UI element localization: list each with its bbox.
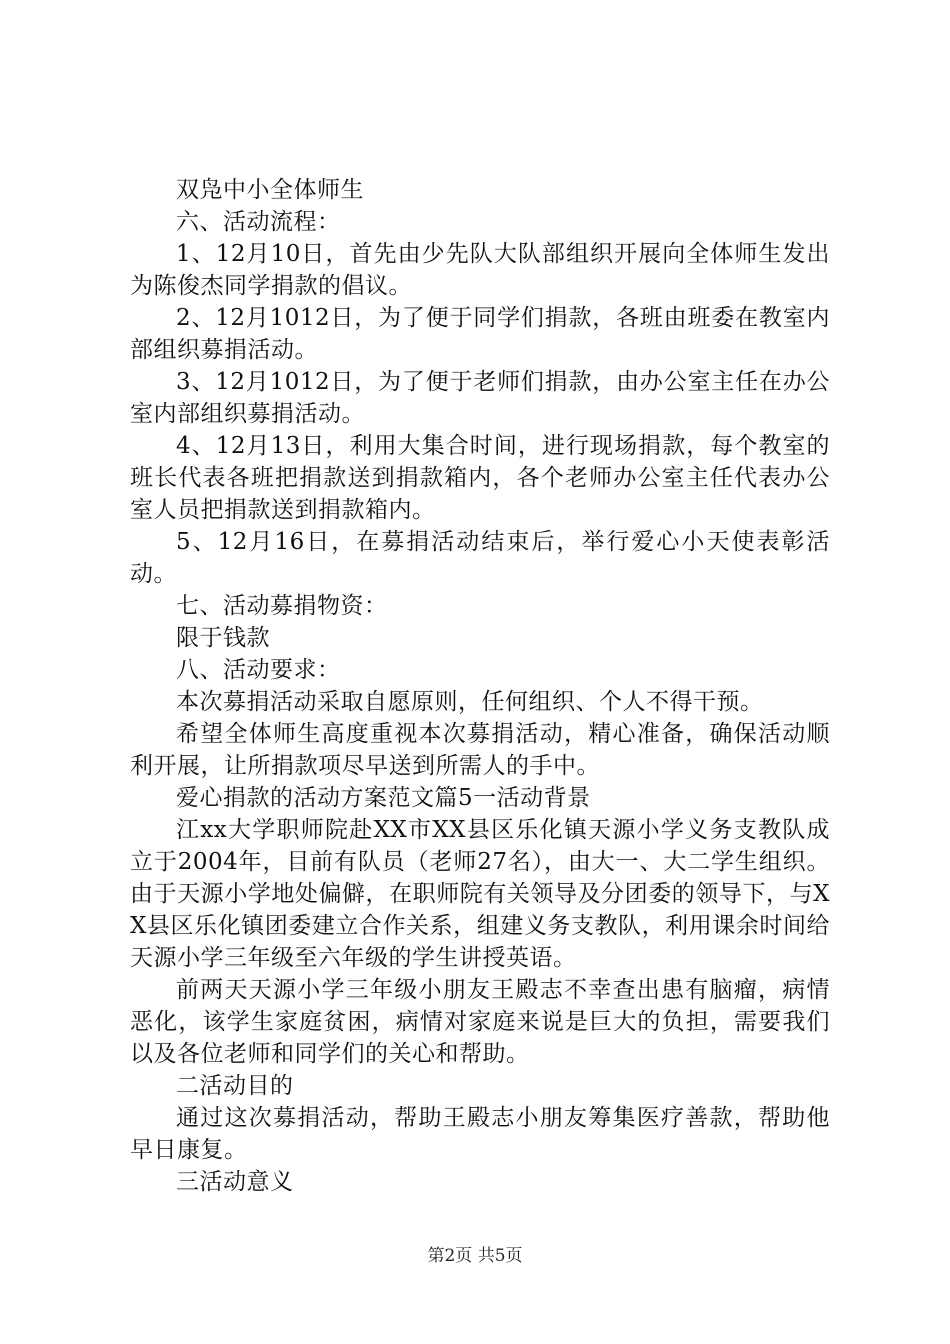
heading-sample-5-background: 爱心捐款的活动方案范文篇5一活动背景 (176, 785, 591, 811)
document-body (130, 174, 830, 1198)
paragraph-step-2: 2、12月1012日，为了便于同学们捐款，各班由班委在教室内部组织募捐活动。 (130, 305, 830, 363)
paragraph-hope: 希望全体师生高度重视本次募捐活动，精心准备，确保活动顺利开展，让所捐款项尽早送到所需人的手中。 (130, 721, 830, 779)
heading-activity-process: 六、活动流程： (176, 209, 341, 235)
paragraph-money-only: 限于钱款 (176, 625, 270, 651)
paragraph-voluntary-principle: 本次募捐活动采取自愿原则，任何组织、个人不得干预。 (176, 689, 764, 715)
paragraph-recipients: 双凫中小全体师生 (176, 177, 364, 203)
heading-donation-materials: 七、活动募捐物资： (176, 593, 388, 619)
paragraph-student-illness: 前两天天源小学三年级小朋友王殿志不幸查出患有脑瘤，病情恶化，该学生家庭贫困，病情对家庭来说是巨大的负担，需要我们以及各位老师和同学们的关心和帮助。 (130, 977, 830, 1067)
paragraph-step-4: 4、12月13日，利用大集合时间，进行现场捐款，每个教室的班长代表各班把捐款送到捐款箱内，各个老师办公室主任代表办公室人员把捐款送到捐款箱内。 (130, 433, 830, 523)
paragraph-step-5: 5、12月16日，在募捐活动结束后，举行爱心小天使表彰活动。 (130, 529, 830, 587)
paragraph-purpose: 通过这次募捐活动，帮助王殿志小朋友筹集医疗善款，帮助他早日康复。 (130, 1105, 830, 1163)
page-footer: 第2页 共5页 (427, 1246, 523, 1266)
paragraph-step-1: 1、12月10日，首先由少先队大队部组织开展向全体师生发出为陈俊杰同学捐款的倡议。 (130, 241, 830, 299)
paragraph-step-3: 3、12月1012日，为了便于老师们捐款，由办公室主任在办公室内部组织募捐活动。 (130, 369, 830, 427)
heading-activity-requirements: 八、活动要求： (176, 657, 341, 683)
paragraph-background: 江xx大学职师院赴XX市XX县区乐化镇天源小学义务支教队成立于2004年，目前有队员（老师27名），由大一、大二学生组织。由于天源小学地处偏僻，在职师院有关领导及分团委的领导下，与XX县区乐化镇团委建立合作关系，组建义务支教队，利用课余时间给天源小学三年级至六年级的学生讲授英语。 (130, 817, 830, 971)
heading-activity-purpose: 二活动目的 (176, 1073, 294, 1099)
heading-activity-significance: 三活动意义 (176, 1169, 294, 1195)
